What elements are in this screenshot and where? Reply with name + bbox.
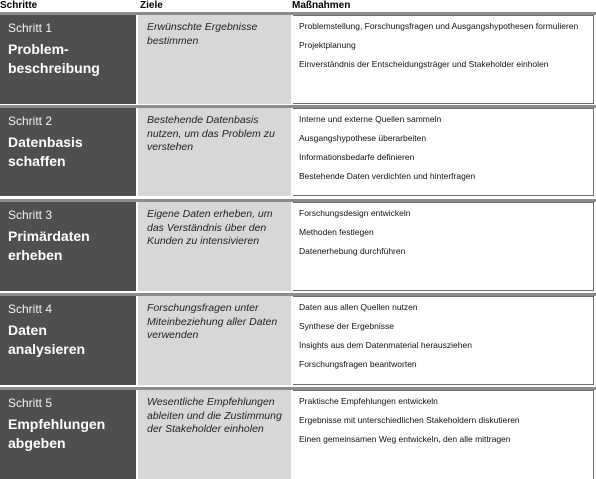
measures-block (293, 296, 594, 385)
measures-block (293, 108, 594, 196)
measures-block (293, 202, 594, 291)
step-block (0, 390, 136, 479)
goal-block (138, 202, 291, 291)
measures-block (293, 390, 594, 479)
goal-block (138, 15, 291, 104)
measure-item: Bestehende Daten verdichten und hinterfragen (299, 171, 476, 181)
step-number: Schritt 5 (8, 396, 53, 410)
step-number: Schritt 4 (8, 302, 53, 316)
step-title: Empfehlungen abgeben (8, 416, 106, 451)
measure-item: Synthese der Ergebnisse (299, 321, 394, 331)
measure-item: Daten aus allen Quellen nutzen (299, 302, 418, 312)
measure-item: Projektplanung (299, 40, 356, 50)
measure-item: Interne und externe Quellen sammeln (299, 114, 442, 124)
measure-item: Forschungsdesign entwickeln (299, 208, 411, 218)
measures-block (293, 15, 594, 104)
step-row (0, 199, 596, 291)
step-number: Schritt 2 (8, 114, 53, 128)
step-block (0, 108, 136, 196)
goal-text: Eigene Daten erheben, um das Verständnis über den Kunden zu intensivieren (147, 208, 273, 247)
measure-item: Insights aus dem Datenmaterial herausziehen (299, 340, 472, 350)
header-goals: Ziele (140, 0, 163, 11)
step-block (0, 202, 136, 291)
step-number: Schritt 1 (8, 21, 53, 35)
measure-item: Informationsbedarfe definieren (299, 152, 415, 162)
measure-item: Methoden festlegen (299, 227, 374, 237)
goal-block (138, 390, 291, 479)
step-number: Schritt 3 (8, 208, 53, 222)
goal-block (138, 108, 291, 196)
step-title: Daten analysieren (8, 322, 86, 357)
goal-text: Forschungsfragen unter Miteinbeziehung aller Daten verwenden (147, 302, 278, 341)
goal-text: Bestehende Datenbasis nutzen, um das Problem zu verstehen (147, 114, 275, 153)
measure-item: Einverständnis der Entscheidungsträger und Stakeholder einholen (299, 59, 549, 69)
measure-item: Datenerhebung durchführen (299, 246, 406, 256)
measure-item: Ausgangshypothese überarbeiten (299, 133, 427, 143)
step-title: Primärdaten erheben (8, 228, 90, 263)
step-title: Datenbasis schaffen (8, 134, 83, 169)
measure-item: Problemstellung, Forschungsfragen und Ausgangshypothesen formulieren (299, 21, 579, 31)
goal-text: Wesentliche Empfehlungen ableiten und die Zustimmung der Stakeholder einholen (147, 396, 282, 435)
step-title: Problem- beschreibung (8, 41, 100, 76)
step-row (0, 105, 596, 196)
step-block (0, 296, 136, 385)
step-row (0, 12, 596, 104)
header-steps: Schritte (0, 0, 38, 11)
goal-block (138, 296, 291, 385)
goal-text: Erwünschte Ergebnisse bestimmen (147, 21, 258, 47)
measure-item: Praktische Empfehlungen entwickeln (299, 396, 438, 406)
step-row (0, 293, 596, 385)
header-measures: Maßnahmen (292, 0, 351, 11)
measure-item: Ergebnisse mit unterschiedlichen Stakeholdern diskutieren (299, 415, 520, 425)
step-row (0, 387, 596, 479)
measure-item: Einen gemeinsamen Weg entwickeln, den alle mittragen (299, 434, 511, 444)
measure-item: Forschungsfragen beantworten (299, 359, 417, 369)
step-block (0, 15, 136, 104)
